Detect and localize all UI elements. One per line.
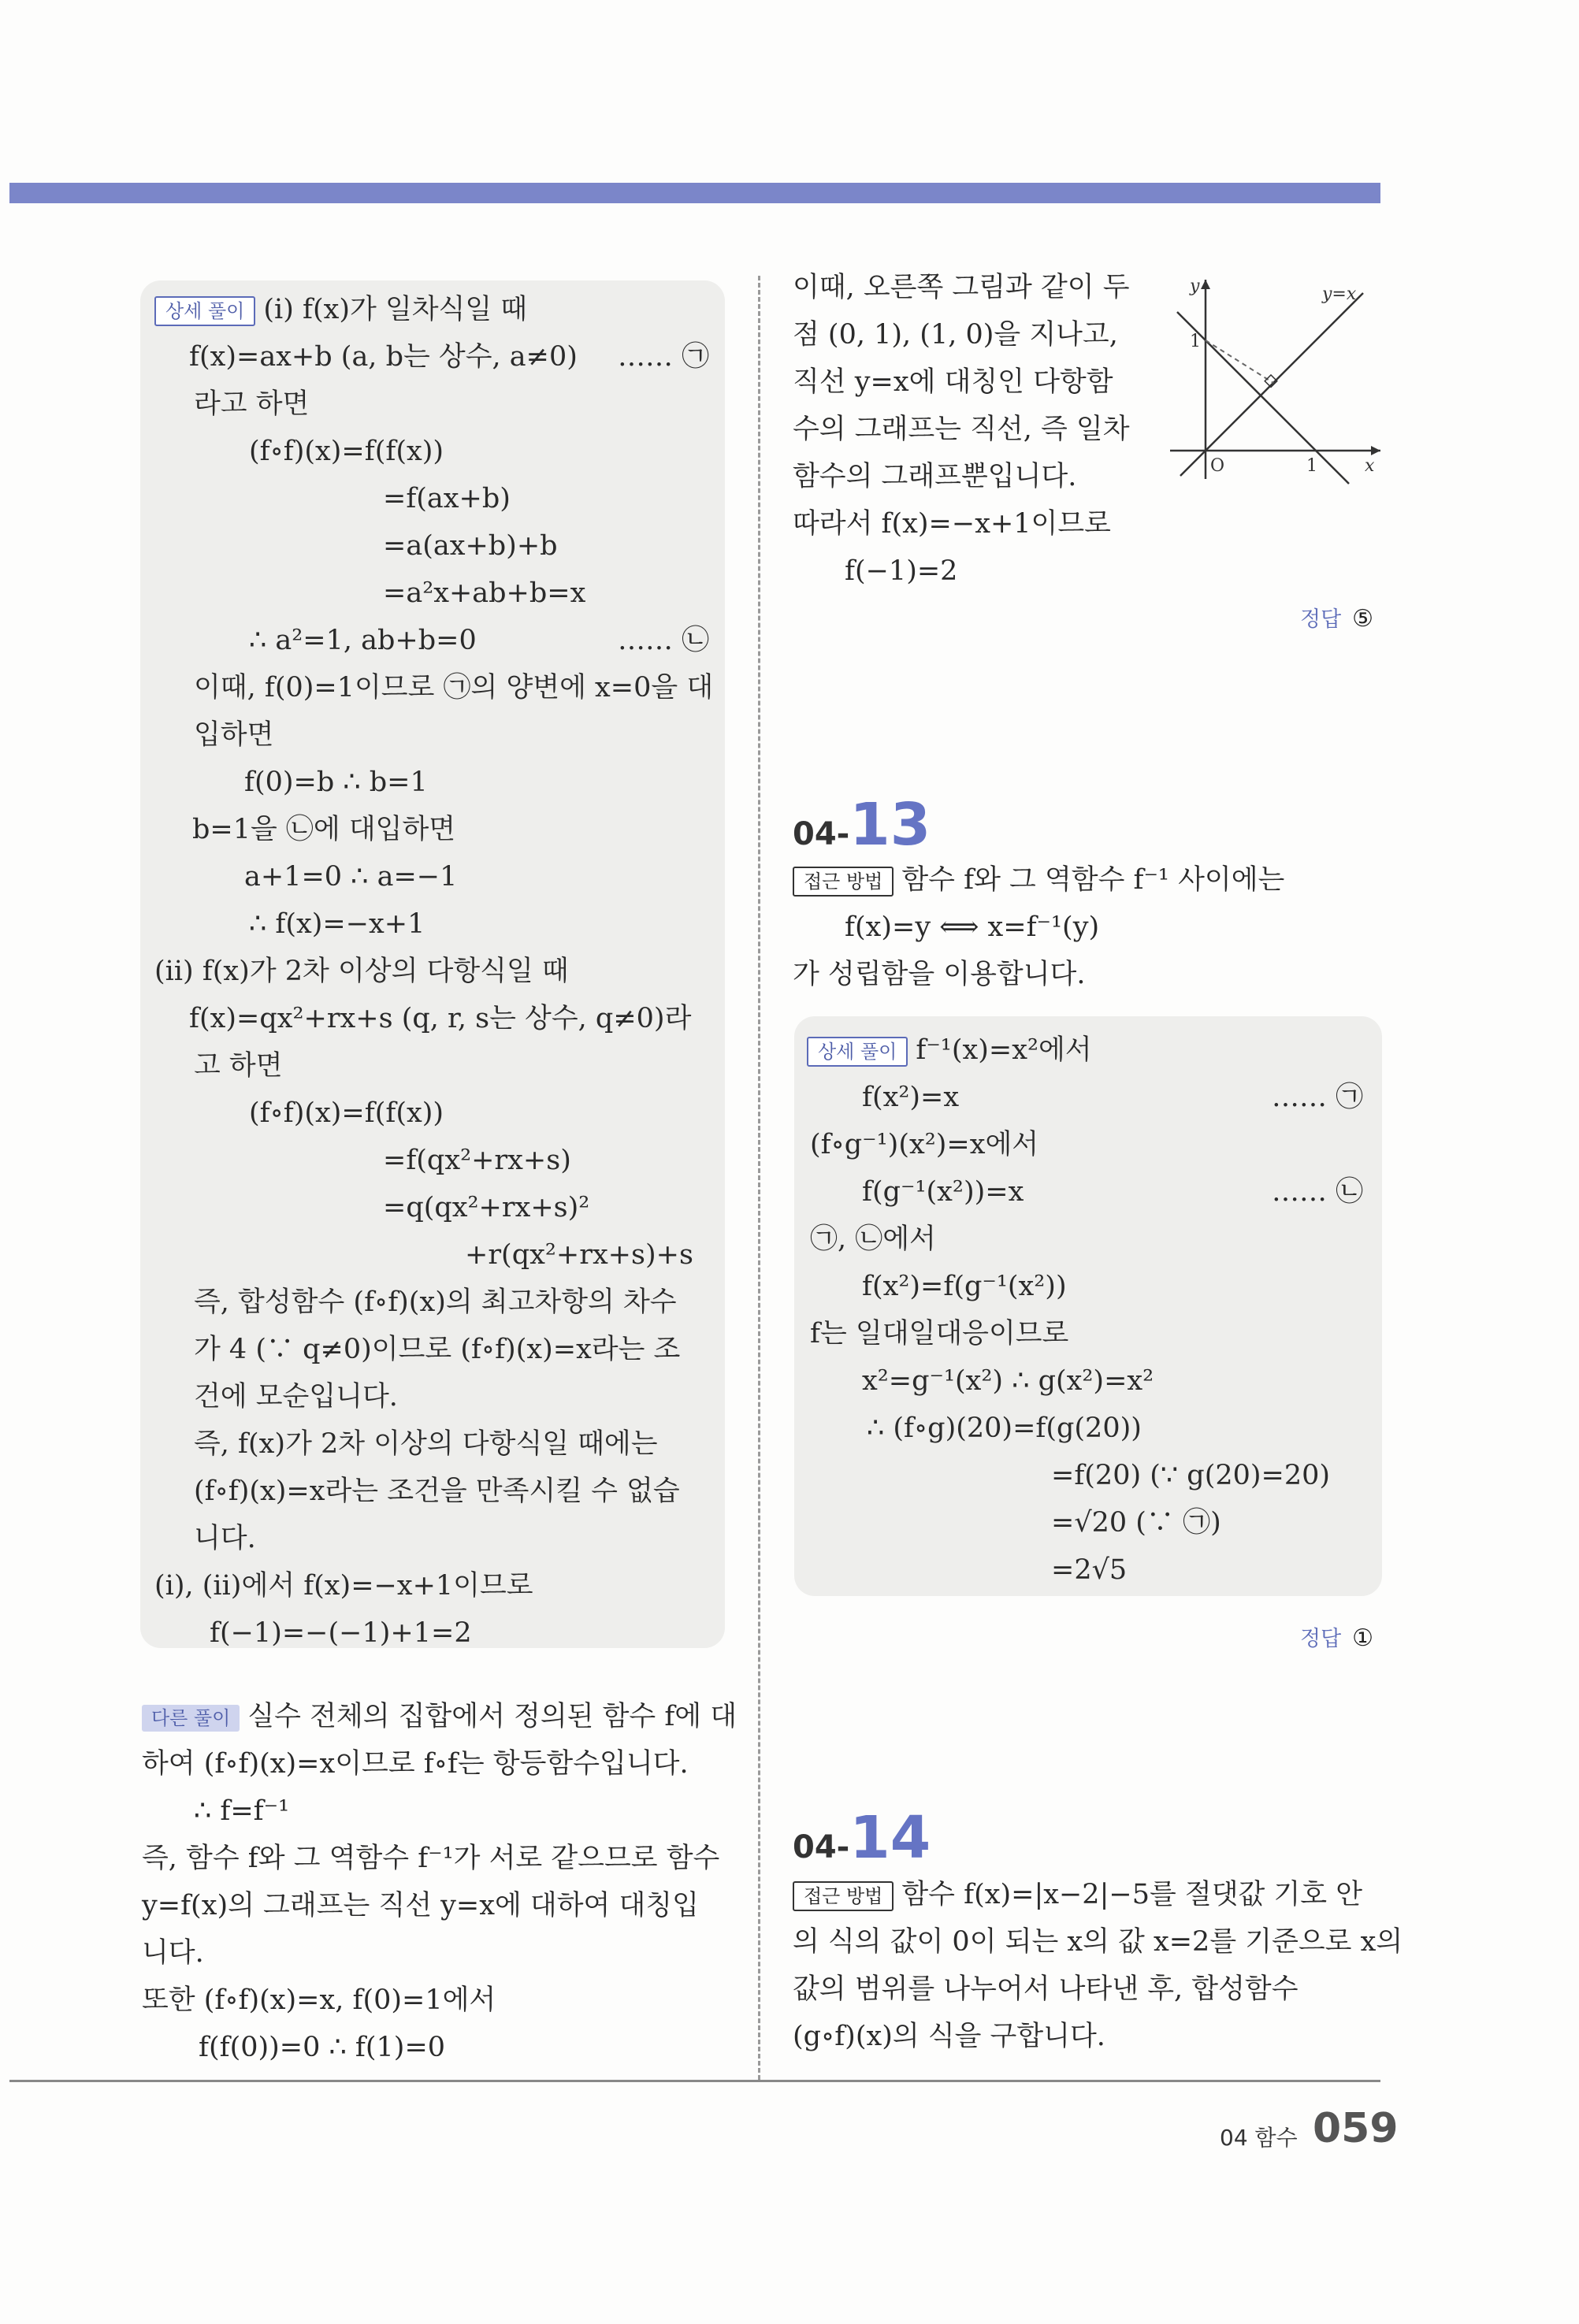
left-line-12: a+1=0 ∴ a=−1 [244,861,458,893]
left-line-7: ∴ a²=1, ab+b=0 [249,625,477,656]
p13-marker-2: …… ㉡ [1272,1176,1364,1208]
p13-approach-0: 접근 방법 함수 f와 그 역함수 f⁻¹ 사이에는 [793,863,1284,897]
graph-one-y: 1 [1190,332,1201,351]
p13-line-10: =√20 (∵ ㉠) [1051,1507,1221,1539]
left-line-19: =q(qx²+rx+s)² [383,1192,590,1223]
left-line-8: 이때, f(0)=1이므로 ㉠의 양변에 x=0을 대 [194,672,714,704]
p13-line-2: (f∘g⁻¹)(x²)=x에서 [810,1129,1039,1160]
left-line-24: 즉, f(x)가 2차 이상의 다항식일 때에는 [194,1428,658,1460]
graph-line-label: y=x [1322,284,1357,304]
alt-line-5: 니다. [142,1937,204,1969]
rt-line-0: 이때, 오른쪽 그림과 같이 두 [793,272,1130,303]
x-axis-arrow [1371,446,1380,455]
p13-approach-2: 가 성립함을 이용합니다. [793,959,1086,990]
left-line-25: (f∘f)(x)=x라는 조건을 만족시킬 수 없습 [194,1476,680,1507]
p13-line-11: =2√5 [1051,1554,1128,1586]
approach-tag-13: 접근 방법 [793,867,894,897]
answer-12-value: ⑤ [1352,605,1374,633]
alt-line-3: 즉, 함수 f와 그 역함수 f⁻¹가 서로 같으므로 함수 [142,1843,720,1874]
alt-line-2: ∴ f=f⁻¹ [194,1795,290,1827]
left-line-21: 즉, 합성함수 (f∘f)(x)의 최고차항의 차수 [194,1286,677,1318]
detail-solution-tag: 상세 풀이 [154,296,255,326]
left-line-20: +r(qx²+rx+s)+s [465,1239,693,1271]
graph-one-x: 1 [1306,456,1317,476]
left-line-14: (ⅱ) f(x)가 2차 이상의 다항식일 때 [154,956,569,987]
marker-1: …… ㉠ [618,341,710,373]
left-line-26: 니다. [194,1523,256,1554]
left-line-11: b=1을 ㉡에 대입하면 [192,814,456,845]
alt-line-4: y=f(x)의 그래프는 직선 y=x에 대하여 대칭입 [142,1890,699,1921]
left-line-9: 입하면 [194,719,274,751]
chapter-label: 04 함수 [1220,2125,1298,2151]
alt-line-0: 다른 풀이 실수 전체의 집합에서 정의된 함수 f에 대 [142,1700,737,1733]
left-line-6: =a²x+ab+b=x [383,577,586,609]
left-line-16: 고 하면 [194,1050,283,1082]
footer-rule [9,2080,1380,2082]
answer-13: 정답 ① [1300,1624,1374,1652]
line-f [1177,312,1349,484]
p14-approach-1: 의 식의 값이 0이 되는 x의 값 x=2를 기준으로 x의 [793,1926,1403,1958]
p13-line-8: ∴ (f∘g)(20)=f(g(20)) [867,1413,1142,1444]
left-line-15: f(x)=qx²+rx+s (q, r, s는 상수, q≠0)라 [189,1003,692,1034]
symmetry-graph [1166,276,1387,488]
left-line-22: 가 4 (∵ q≠0)이므로 (f∘f)(x)=x라는 조 [194,1334,681,1365]
rt-line-3: 수의 그래프는 직선, 즉 일차 [793,414,1130,445]
left-line-27: (ⅰ), (ⅱ)에서 f(x)=−x+1이므로 [154,1570,533,1602]
problem-14-heading: 04-14 [793,1804,931,1872]
rt-line-2: 직선 y=x에 대칭인 다항함 [793,366,1113,398]
answer-13-value: ① [1352,1624,1374,1652]
graph-y-label: y [1190,277,1200,296]
left-line-4: =f(ax+b) [383,483,511,514]
p14-approach-0: 접근 방법 함수 f(x)=|x−2|−5를 절댓값 기호 안 [793,1878,1362,1911]
marker-2: …… ㉡ [618,625,710,656]
p13-line-6: f는 일대일대응이므로 [810,1318,1069,1349]
dashed-segment [1206,340,1273,383]
p13-line-0: 상세 풀이 f⁻¹(x)=x²에서 [807,1034,1092,1067]
p13-line-9: =f(20) (∵ g(20)=20) [1051,1460,1331,1491]
detail-solution-tag-13: 상세 풀이 [807,1037,908,1067]
p13-line-5: f(x²)=f(g⁻¹(x²)) [862,1271,1067,1302]
header-color-bar [9,183,1380,203]
p14-approach-2: 값의 범위를 나누어서 나타낸 후, 합성함수 [793,1973,1298,2005]
page-number: 059 [1313,2105,1399,2152]
alt-line-6: 또한 (f∘f)(x)=x, f(0)=1에서 [142,1984,496,2016]
left-line-13: ∴ f(x)=−x+1 [249,908,425,940]
graph-origin: O [1210,456,1225,476]
left-line-0: 상세 풀이 (ⅰ) f(x)가 일차식일 때 [154,293,527,326]
column-divider [758,276,760,2080]
y-axis-arrow [1201,280,1210,289]
left-line-18: =f(qx²+rx+s) [383,1145,571,1176]
approach-tag-14: 접근 방법 [793,1881,894,1911]
left-line-10: f(0)=b ∴ b=1 [244,767,428,798]
p13-line-1: f(x²)=x [862,1082,960,1113]
rt-line-1: 점 (0, 1), (1, 0)을 지나고, [793,319,1118,351]
p13-line-3: f(g⁻¹(x²))=x [862,1176,1024,1208]
p13-approach-1: f(x)=y ⟺ x=f⁻¹(y) [845,911,1100,943]
alt-line-7: f(f(0))=0 ∴ f(1)=0 [199,2032,446,2063]
p13-marker-1: …… ㉠ [1272,1082,1364,1113]
p13-line-7: x²=g⁻¹(x²) ∴ g(x²)=x² [862,1365,1154,1397]
p14-approach-3: (g∘f)(x)의 식을 구합니다. [793,2021,1105,2052]
answer-12: 정답 ⑤ [1300,605,1374,633]
rt-line-4: 함수의 그래프뿐입니다. [793,461,1077,492]
line-y-equals-x [1180,293,1363,476]
alt-line-1: 하여 (f∘f)(x)=x이므로 f∘f는 항등함수입니다. [142,1748,689,1780]
left-line-28: f(−1)=−(−1)+1=2 [210,1617,472,1649]
left-line-2: 라고 하면 [194,388,310,420]
left-line-17: (f∘f)(x)=f(f(x)) [249,1097,444,1129]
rt-line-6: f(−1)=2 [845,555,958,587]
rt-line-5: 따라서 f(x)=−x+1이므로 [793,508,1111,540]
problem-13-heading: 04-13 [793,791,931,859]
left-line-5: =a(ax+b)+b [383,530,558,562]
p13-line-4: ㉠, ㉡에서 [810,1223,936,1255]
left-line-3: (f∘f)(x)=f(f(x)) [249,436,444,467]
left-line-1: f(x)=ax+b (a, b는 상수, a≠0) [189,341,578,373]
graph-x-label: x [1365,456,1375,476]
alt-solution-tag: 다른 풀이 [142,1705,240,1732]
left-line-23: 건에 모순입니다. [194,1381,398,1413]
